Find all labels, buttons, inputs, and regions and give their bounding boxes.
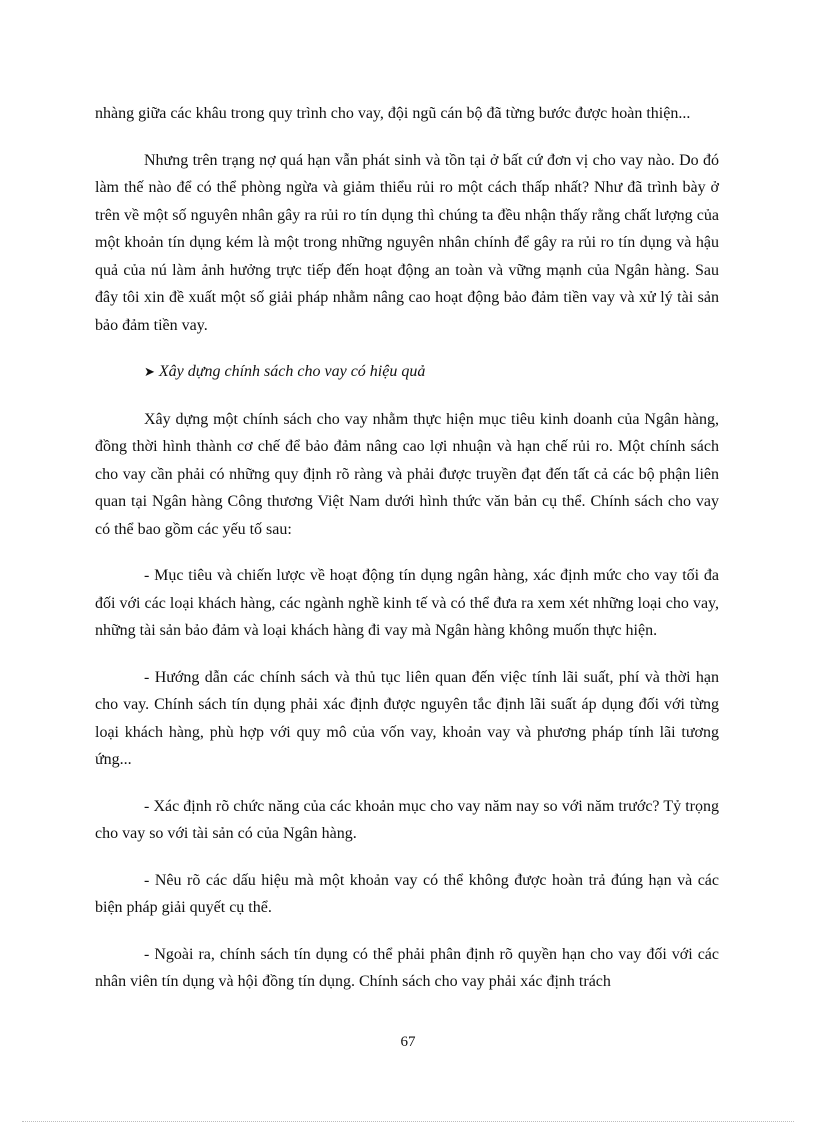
paragraph-item-goals: - Mục tiêu và chiến lược về hoạt động tín dụng ngân hàng, xác định mức cho vay tối đa đối với các loại khách hàng, các ngành nghề kinh tế và có thể đưa ra xem xét những loại cho vay, những tài sản bảo đảm và loại khách hàng đi vay mà Ngân hàng không muốn thực hiện. — [95, 567, 719, 639]
paragraph-continuation: nhàng giữa các khâu trong quy trình cho vay, đội ngũ cán bộ đã từng bước được hoàn thiện... — [95, 105, 691, 122]
paragraph-item-authority: - Ngoài ra, chính sách tín dụng có thể phải phân định rõ quyền hạn cho vay đối với các nhân viên tín dụng và hội đồng tín dụng. Chính sách cho vay phải xác định trách — [95, 945, 719, 990]
body-text — [95, 100, 719, 1015]
paragraph-item-functions: - Xác định rõ chức năng của các khoản mục cho vay năm nay so với năm trước? Tỷ trọng cho vay so với tài sản có của Ngân hàng. — [95, 797, 719, 842]
arrowhead-bullet-icon: ➤ — [144, 365, 155, 380]
paragraph-intro: Nhưng trên trạng nợ quá hạn vẫn phát sinh và tồn tại ở bất cứ đơn vị cho vay nào. Do đó làm thế nào để có thể phòng ngừa và giảm thiểu rủi ro một cách thấp nhất? Như đã trình bày ở trên về một số nguyên nhân gây ra rủi ro tín dụng thì chúng ta đều nhận thấy rằng chất lượng của một khoản tín dụng kém là một trong những nguyên nhân chính để gây ra rủi ro tín dụng và hậu quả của nú làm ảnh hưởng trực tiếp đến hoạt động an toàn và vững mạnh của Ngân hàng. Sau đây tôi xin đề xuất một số giải pháp nhằm nâng cao hoạt động bảo đảm tiền vay và xử lý tài sản bảo đảm tiền vay. — [95, 151, 719, 334]
page-number: 67 — [400, 1034, 416, 1050]
section-heading — [95, 358, 719, 387]
footer-divider — [22, 1121, 794, 1122]
paragraph-item-signals: - Nêu rõ các dấu hiệu mà một khoản vay có thể không được hoàn trả đúng hạn và các biện pháp giải quyết cụ thể. — [95, 871, 719, 916]
paragraph-policy: Xây dựng một chính sách cho vay nhằm thực hiện mục tiêu kinh doanh của Ngân hàng, đồng thời hình thành cơ chế để bảo đảm nâng cao lợi nhuận và hạn chế rủi ro. Một chính sách cho vay cần phải có những quy định rõ ràng và phải được truyền đạt đến tất cả các bộ phận liên quan tại Ngân hàng Công thương Việt Nam dưới hình thức văn bản cụ thể. Chính sách cho vay có thể bao gồm các yếu tố sau: — [95, 410, 719, 538]
section-heading-text: Xây dựng chính sách cho vay có hiệu quả — [158, 363, 426, 380]
paragraph-item-guidance: - Hướng dẫn các chính sách và thủ tục liên quan đến việc tính lãi suất, phí và thời hạn cho vay. Chính sách tín dụng phải xác định được nguyên tắc định lãi suất áp dụng đối với từng loại khách hàng, phù hợp với quy mô của vốn vay, khoản vay và phương pháp tính lãi tương ứng... — [95, 668, 719, 768]
